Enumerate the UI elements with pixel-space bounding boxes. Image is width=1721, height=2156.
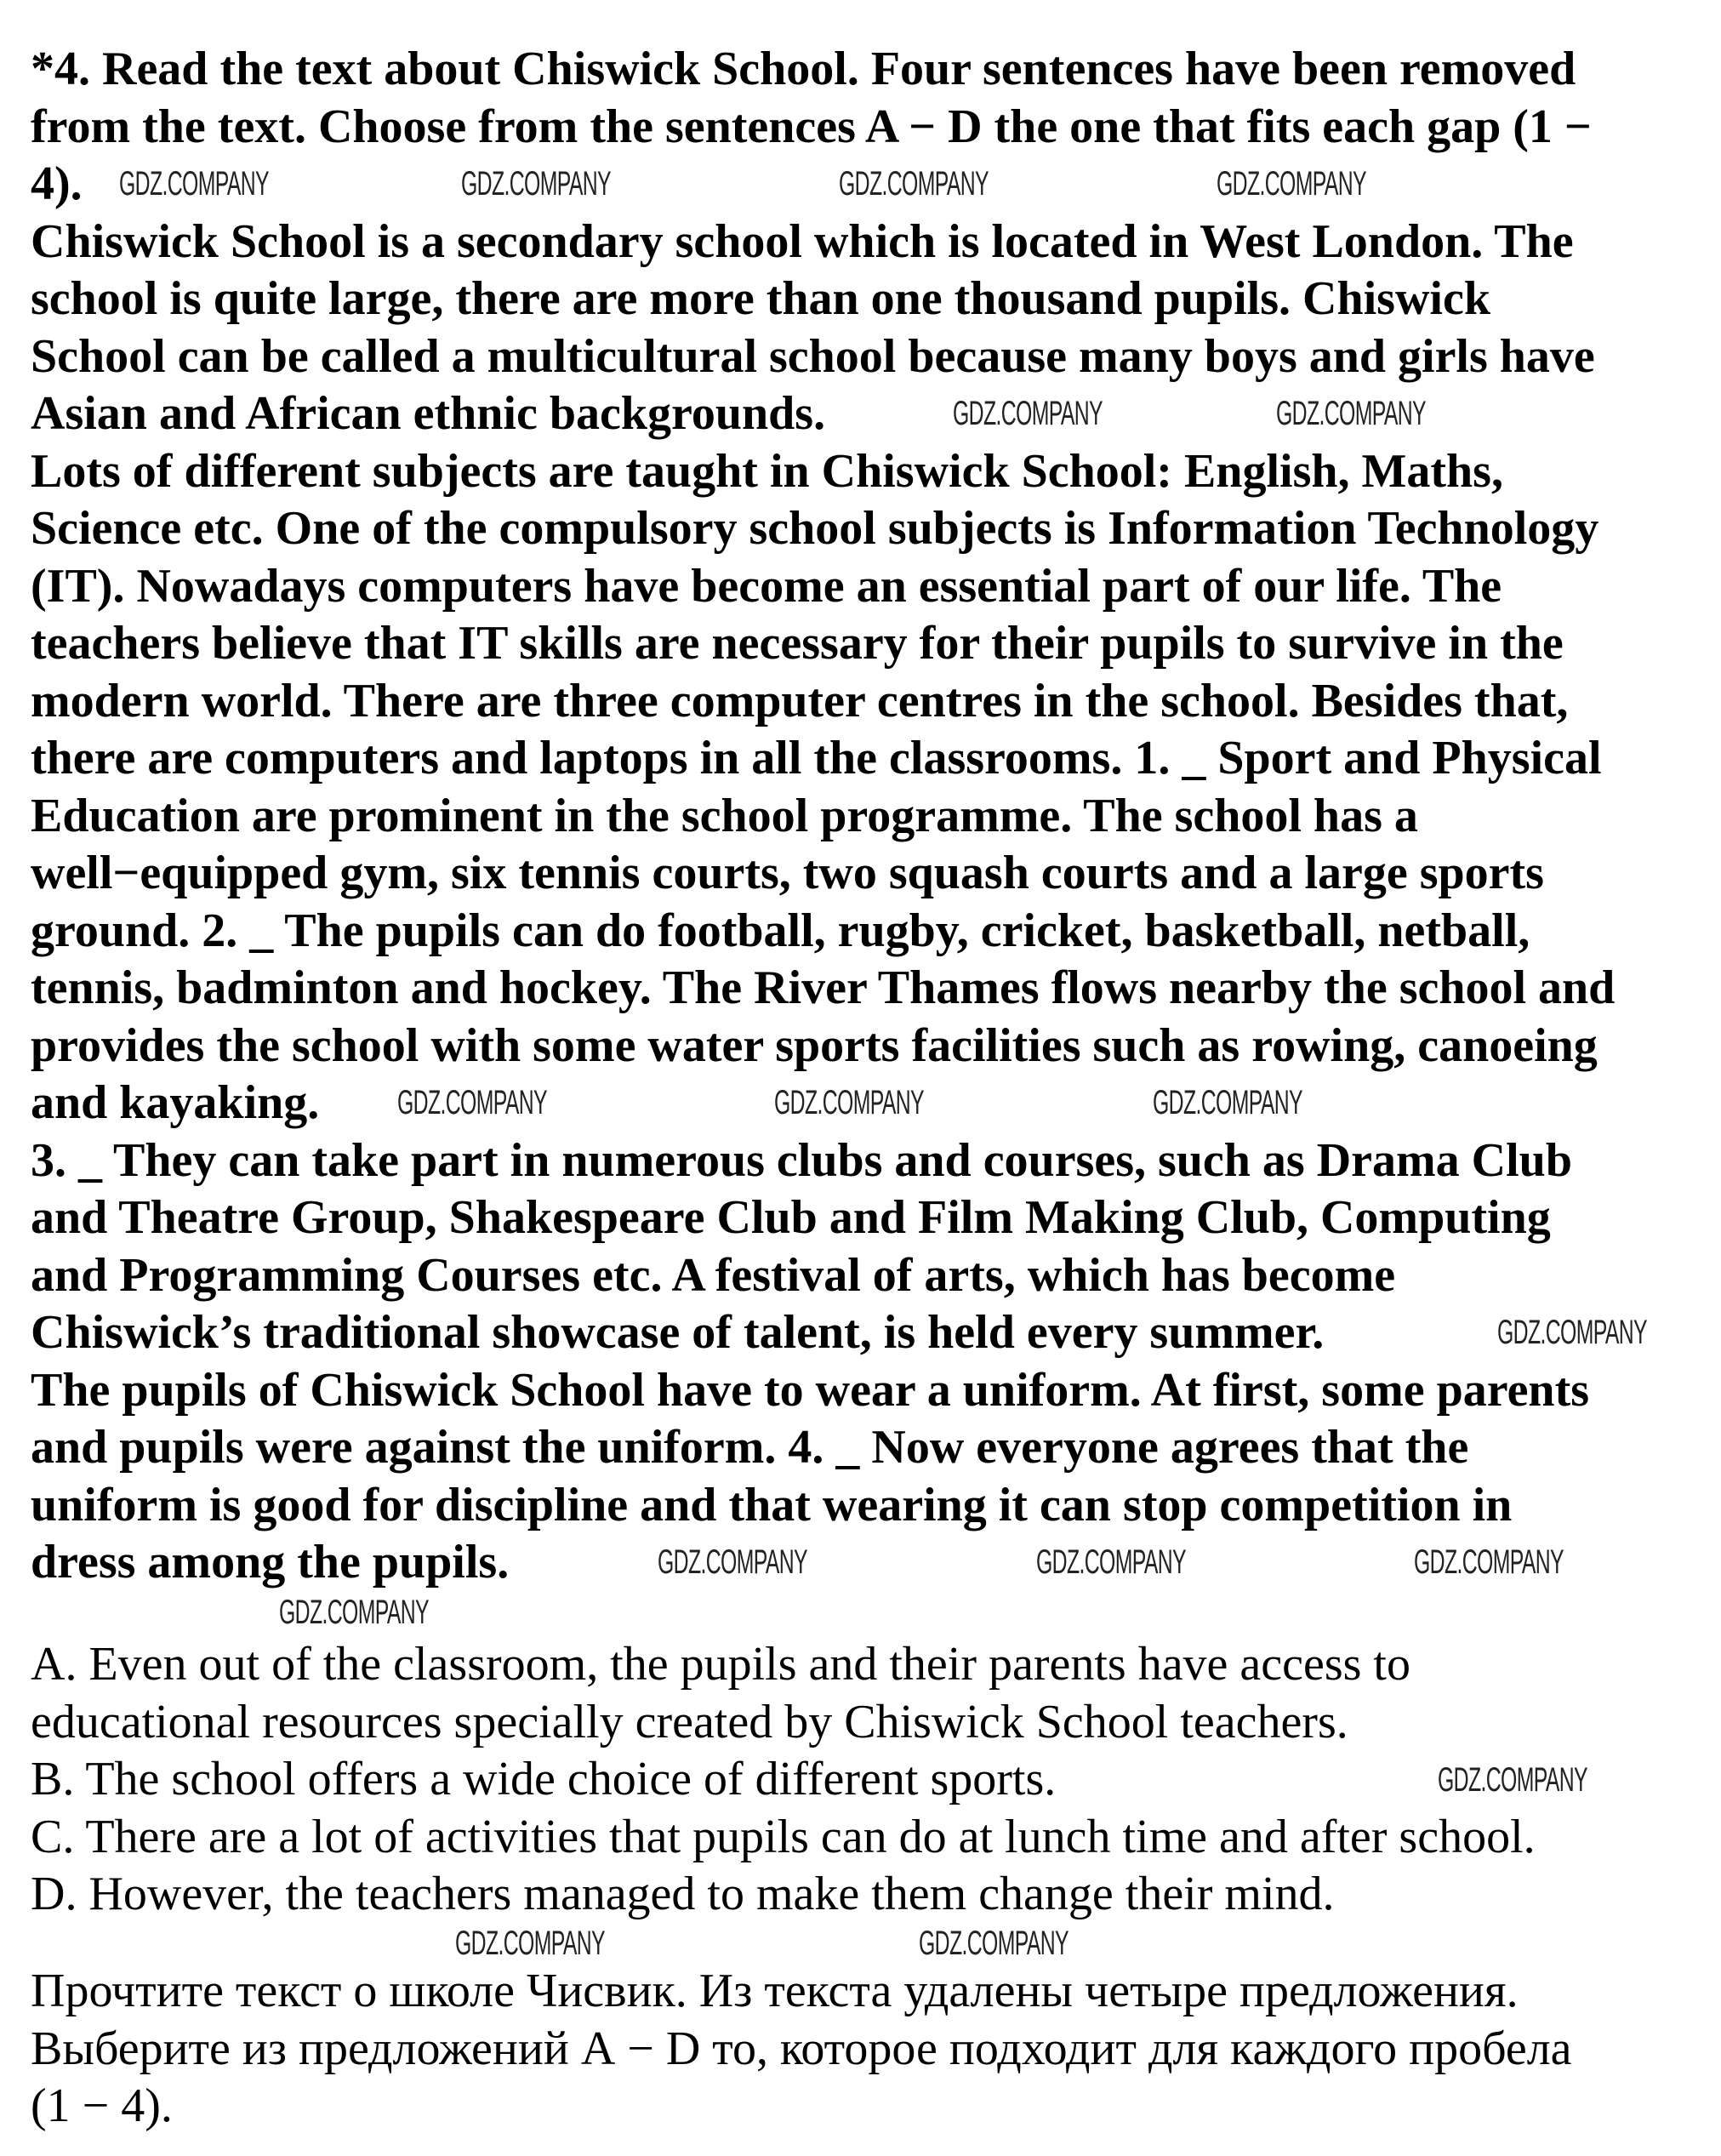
- text-line: A. Even out of the classroom, the pupils and their parents have access to: [31, 1638, 1410, 1691]
- answer-options: [31, 1636, 1536, 1924]
- text-line: Asian and African ethnic backgrounds.: [31, 387, 826, 440]
- watermark: GDZ.COMPANY: [1497, 1314, 1647, 1351]
- watermark: GDZ.COMPANY: [658, 1543, 807, 1581]
- text-line: and Theatre Group, Shakespeare Club and Film Making Club, Computing: [31, 1191, 1551, 1244]
- watermark: GDZ.COMPANY: [397, 1084, 547, 1121]
- text-line: Education are prominent in the school programme. The school has a: [31, 789, 1418, 842]
- watermark: GDZ.COMPANY: [1276, 395, 1426, 432]
- text-line: and kayaking.: [31, 1076, 320, 1129]
- text-line: The pupils of Chiswick School have to wear a uniform. At first, some parents: [31, 1363, 1590, 1417]
- text-line: B. The school offers a wide choice of different sports.: [31, 1753, 1057, 1805]
- text-line: from the text. Choose from the sentences A − D the one that fits each gap (1 −: [31, 100, 1592, 153]
- text-line: there are computers and laptops in all the classrooms. 1. _ Sport and Physical: [31, 732, 1602, 784]
- text-line: Выберите из предложений А − D то, которое подходит для каждого пробела: [31, 2022, 1572, 2075]
- text-line: well−equipped gym, six tennis courts, two squash courts and a large sports: [31, 847, 1544, 899]
- text-line: and pupils were against the uniform. 4. _ Now everyone agrees that the: [31, 1421, 1469, 1474]
- text-line: teachers believe that IT skills are necessary for their pupils to survive in the: [31, 617, 1564, 670]
- text-line: tennis, badminton and hockey. The River Thames flows nearby the school and: [31, 961, 1616, 1014]
- text-line: and Programming Courses etc. A festival of arts, which has become: [31, 1248, 1396, 1302]
- text-line: provides the school with some water sports facilities such as rowing, canoeing: [31, 1018, 1598, 1072]
- text-line: Chiswick School is a secondary school which is located in West London. The: [31, 214, 1574, 268]
- task-text: [31, 41, 1615, 1592]
- watermark: GDZ.COMPANY: [1036, 1543, 1186, 1581]
- watermark: GDZ.COMPANY: [919, 1925, 1069, 1962]
- text-line: Прочтите текст о школе Чисвик. Из текста удалены четыре предложения.: [31, 1965, 1519, 2017]
- watermark: GDZ.COMPANY: [1438, 1761, 1587, 1799]
- text-line: *4. Read the text about Chiswick School. Four sentences have been removed: [31, 43, 1576, 95]
- text-line: uniform is good for discipline and that wearing it can stop competition in: [31, 1478, 1513, 1531]
- russian-translation: [31, 1963, 1572, 2136]
- text-line: Lots of different subjects are taught in Chiswick School: English, Maths,: [31, 444, 1503, 498]
- watermark: GDZ.COMPANY: [461, 165, 611, 202]
- watermark: GDZ.COMPANY: [1217, 165, 1366, 202]
- text-line: school is quite large, there are more than one thousand pupils. Chiswick: [31, 272, 1490, 325]
- text-line: (1 − 4).: [31, 2079, 173, 2132]
- text-line: modern world. There are three computer centres in the school. Besides that,: [31, 674, 1569, 727]
- text-line: educational resources specially created by Chiswick School teachers.: [31, 1695, 1348, 1748]
- text-line: Chiswick’s traditional showcase of talent, is held every summer.: [31, 1306, 1325, 1359]
- text-line: dress among the pupils.: [31, 1536, 510, 1588]
- watermark: GDZ.COMPANY: [953, 395, 1103, 432]
- watermark: GDZ.COMPANY: [455, 1925, 605, 1962]
- watermark: GDZ.COMPANY: [279, 1594, 429, 1631]
- watermark: GDZ.COMPANY: [774, 1084, 924, 1121]
- text-line: 3. _ They can take part in numerous clubs and courses, such as Drama Club: [31, 1133, 1572, 1187]
- watermark: GDZ.COMPANY: [119, 165, 269, 202]
- text-line: (IT). Nowadays computers have become an essential part of our life. The: [31, 559, 1502, 613]
- text-line: 4).: [31, 157, 83, 210]
- watermark: GDZ.COMPANY: [1153, 1084, 1302, 1121]
- text-line: D. However, the teachers managed to make them change their mind.: [31, 1868, 1335, 1920]
- text-line: ground. 2. _ The pupils can do football, rugby, cricket, basketball, netball,: [31, 904, 1530, 957]
- text-line: C. There are a lot of activities that pupils can do at lunch time and after school.: [31, 1810, 1536, 1863]
- watermark: GDZ.COMPANY: [839, 165, 989, 202]
- watermark: GDZ.COMPANY: [1414, 1543, 1564, 1581]
- text-line: School can be called a multicultural school because many boys and girls have: [31, 329, 1595, 383]
- text-line: Science etc. One of the compulsory school subjects is Information Technology: [31, 502, 1599, 555]
